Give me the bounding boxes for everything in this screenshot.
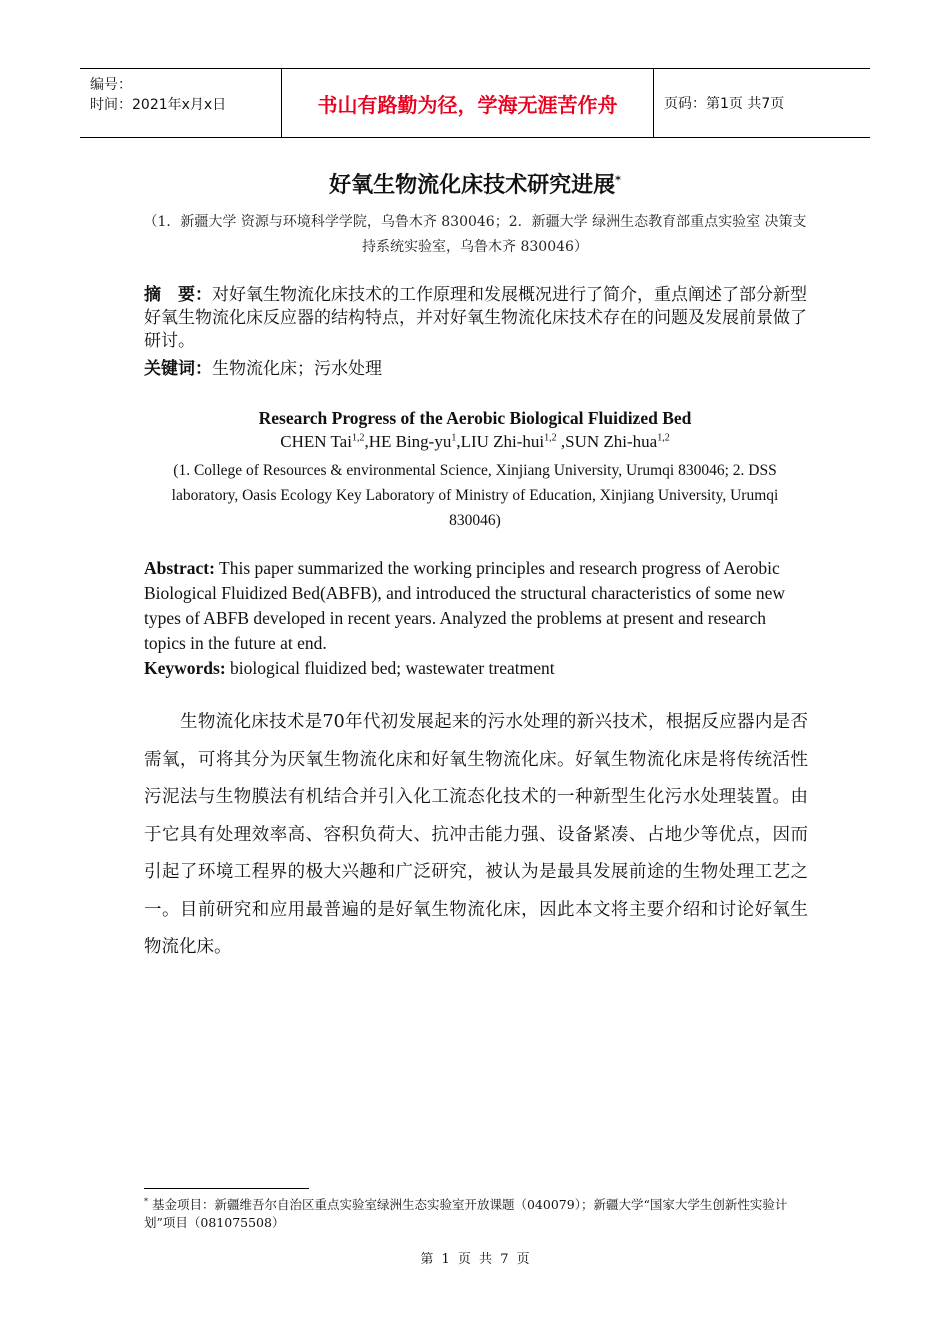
page-info-cell	[654, 69, 870, 137]
author-affil-mark: 1,2	[657, 432, 670, 444]
keywords-en-label: Keywords:	[144, 658, 226, 678]
keywords-en	[144, 656, 810, 681]
author-name: HE Bing-yu	[368, 432, 452, 451]
author-list	[0, 432, 950, 452]
abstract-cn	[144, 284, 810, 353]
keywords-cn	[144, 358, 810, 381]
author	[369, 432, 461, 451]
author	[280, 432, 368, 451]
author	[565, 432, 670, 451]
keywords-cn-label: 关键词：	[144, 359, 212, 379]
page-footer: 第 1 页 共 7 页	[420, 1252, 530, 1267]
motto-cell	[281, 69, 654, 137]
footnote-text: 基金项目：新疆维吾尔自治区重点实验室绿洲生态实验室开放课题（040079）；新疆大学“国家大学生创新性实验计划”项目（081075508）	[144, 1197, 788, 1231]
author-separator: ,	[556, 432, 566, 451]
author-affil-mark: 1,2	[544, 432, 557, 444]
motto: 书山有路勤为径，学海无涯苦作舟	[317, 92, 618, 117]
abstract-cn-label: 摘 要：	[144, 285, 212, 305]
affiliation-cn: （1．新疆大学 资源与环境科学学院，乌鲁木齐 830046；2．新疆大学 绿洲生态教育部重点实验室 决策支持系统实验室，乌鲁木齐 830046）	[143, 214, 807, 255]
abstract-en-text: This paper summarized the working principles and research progress of Aerobic Biological Fluidized Bed(ABFB), and introduced the structural characteristics of some new types of ABFB developed in recent years. Analyzed the problems at present and research topics in the future at end.	[144, 558, 786, 653]
abstract-en-label: Abstract:	[144, 558, 215, 578]
footnote-divider	[144, 1188, 309, 1189]
paper-title	[0, 168, 950, 199]
author-affil-mark: 1,2	[351, 432, 365, 444]
page-label: 页码：第1页 共7页	[664, 96, 785, 112]
author-name: LIU Zhi-hui	[460, 432, 545, 451]
english-title: Research Progress of the Aerobic Biological Fluidized Bed	[258, 408, 692, 428]
body-paragraph: 生物流化床技术是70年代初发展起来的污水处理的新兴技术，根据反应器内是否需氧，可将其分为厌氧生物流化床和好氧生物流化床。好氧生物流化床是将传统活性污泥法与生物膜法有机结合并引入化工流态化技术的一种新型生化污水处理装置。由于它具有处理效率高、容积负荷大、抗冲击能力强、设备紧凑、占地少等优点，因而引起了环境工程界的极大兴趣和广泛研究，被认为是最具发展前途的生物处理工艺之一。目前研究和应用最普遍的是好氧生物流化床，因此本文将主要介绍和讨论好氧生物流化床。	[144, 712, 808, 957]
time-label: 时间：2021年x月x日	[90, 97, 227, 113]
author-name: CHEN Tai	[280, 432, 352, 451]
footnote-mark: *	[144, 1197, 148, 1206]
author-separator: ,	[364, 432, 369, 451]
author-affil-mark: 1	[451, 432, 457, 444]
title-footnote-mark: *	[615, 173, 621, 187]
abstract-en	[144, 556, 810, 656]
abstract-cn-text: 对好氧生物流化床技术的工作原理和发展概况进行了简介，重点阐述了部分新型好氧生物流化床反应器的结构特点，并对好氧生物流化床技术存在的问题及发展前景做了研讨。	[144, 285, 807, 351]
keywords-en-text: biological fluidized bed; wastewater treatment	[225, 658, 555, 678]
keywords-cn-text: 生物流化床；污水处理	[212, 359, 382, 379]
author-name: SUN Zhi-hua	[565, 432, 658, 451]
footnote	[144, 1193, 810, 1232]
header-meta-cell	[80, 69, 281, 137]
english-affiliation: (1. College of Resources & environmental Science, Xinjiang University, Urumqi 830046; 2. DSS laboratory, Oasis Ecology Key Laboratory of Ministry of Education, Xinjiang University, Urumqi 830046)	[171, 462, 779, 529]
author	[461, 432, 566, 451]
author-separator: ,	[456, 432, 461, 451]
paper-title-text: 好氧生物流化床技术研究进展	[329, 173, 616, 198]
serial-label: 编号：	[90, 77, 132, 93]
header-table	[80, 68, 870, 138]
